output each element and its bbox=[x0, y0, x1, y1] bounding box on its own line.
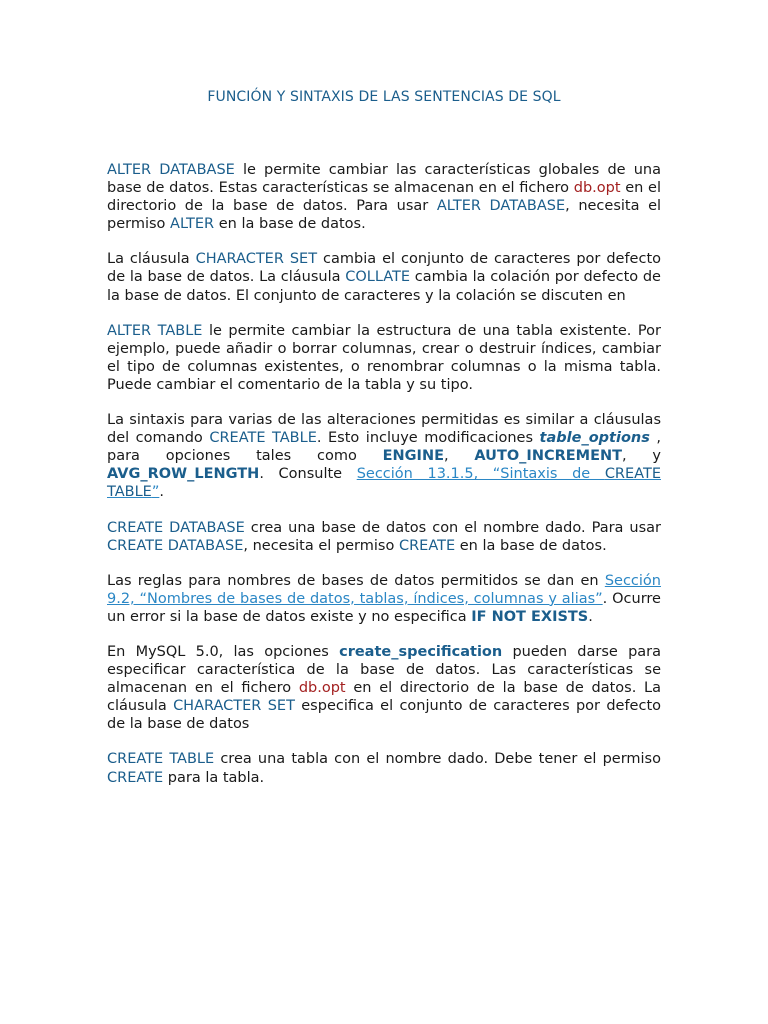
text: , necesita el permiso bbox=[243, 537, 399, 554]
filename-db-opt: db.opt bbox=[573, 180, 621, 197]
text: , necesita el permiso bbox=[107, 198, 662, 233]
text: le permite cambiar las características globales de una base de datos. Estas características se almacenan en el fichero bbox=[107, 162, 661, 197]
paragraph-alter-table bbox=[107, 322, 661, 394]
keyword-create-specification: create_specification bbox=[339, 643, 503, 660]
paragraph-create-database bbox=[107, 519, 661, 555]
text: La cláusula bbox=[107, 251, 196, 268]
paragraph-create-table bbox=[107, 750, 661, 786]
text: , para opciones tales como bbox=[107, 430, 661, 465]
paragraph-character-set bbox=[107, 250, 661, 304]
keyword-collate: COLLATE bbox=[345, 269, 411, 286]
text: , bbox=[444, 448, 475, 465]
paragraph-mysql-opciones bbox=[107, 643, 661, 733]
keyword-create-table: CREATE TABLE bbox=[107, 751, 215, 768]
text: . Esto incluye modificaciones bbox=[316, 430, 540, 447]
text: pueden darse para especificar característica de la base de datos. Las características se almacenan en el fichero bbox=[107, 643, 662, 697]
link-text[interactable]: ” bbox=[151, 484, 160, 501]
text: en el directorio de la base de datos. La cláusula bbox=[107, 680, 661, 715]
link-keyword-create-table[interactable]: CREATE TABLE bbox=[107, 466, 661, 501]
keyword-character-set: CHARACTER SET bbox=[173, 698, 295, 715]
keyword-alter-table: ALTER TABLE bbox=[107, 322, 203, 339]
keyword-alter-database: ALTER DATABASE bbox=[107, 162, 235, 178]
keyword-if-not-exists: IF NOT EXISTS bbox=[471, 608, 589, 625]
text: . bbox=[159, 484, 164, 501]
document-title: FUNCIÓN Y SINTAXIS DE LAS SENTENCIAS DE SQL bbox=[207, 89, 561, 105]
keyword-create: CREATE bbox=[107, 769, 164, 786]
filename-db-opt: db.opt bbox=[298, 680, 346, 697]
keyword-avg-row-length: AVG_ROW_LENGTH bbox=[107, 466, 260, 483]
paragraph-alter-database bbox=[107, 161, 661, 233]
text: especifica el conjunto de caracteres por defecto de la base de datos bbox=[107, 698, 662, 733]
keyword-engine: ENGINE bbox=[382, 448, 444, 465]
text: le permite cambiar la estructura de una tabla existente. Por ejemplo, puede añadir o borrar columnas, crear o destruir índices, cambiar el tipo de columnas existentes, o renombrar columnas o la misma tabla. Puede cambiar el comentario de la tabla y su tipo. bbox=[107, 322, 661, 393]
keyword-table-options: table_options bbox=[539, 430, 650, 447]
keyword-alter: ALTER bbox=[170, 216, 215, 233]
keyword-create: CREATE bbox=[398, 537, 456, 554]
keyword-create-database: CREATE DATABASE bbox=[107, 519, 245, 536]
text: para la tabla. bbox=[163, 769, 265, 786]
text: En MySQL 5.0, las opciones bbox=[107, 643, 340, 660]
keyword-auto-increment: AUTO_INCREMENT bbox=[474, 448, 623, 465]
text: cambia el conjunto de caracteres por defecto de la base de datos. La cláusula bbox=[107, 251, 662, 286]
document-body bbox=[107, 161, 661, 804]
link-seccion-9-2[interactable]: Sección 9.2, “Nombres de bases de datos, tablas, índices, columnas y alias” bbox=[107, 572, 661, 607]
text: La sintaxis para varias de las alteraciones permitidas es similar a cláusulas del comando bbox=[107, 412, 661, 447]
keyword-create-table: CREATE TABLE bbox=[209, 430, 317, 447]
text: . Consulte bbox=[259, 466, 357, 483]
paragraph-reglas-nombres bbox=[107, 572, 661, 626]
text: crea una base de datos con el nombre dado. Para usar bbox=[244, 519, 661, 536]
text: . bbox=[588, 608, 593, 625]
text: crea una tabla con el nombre dado. Debe tener el permiso bbox=[214, 751, 661, 768]
keyword-create-database: CREATE DATABASE bbox=[107, 537, 244, 554]
text: en la base de datos. bbox=[214, 216, 366, 233]
keyword-character-set: CHARACTER SET bbox=[195, 251, 318, 268]
keyword-alter-database: ALTER DATABASE bbox=[436, 198, 566, 215]
text: en el directorio de la base de datos. Para usar bbox=[107, 180, 661, 215]
link-text[interactable]: Sección 13.1.5, “Sintaxis de bbox=[356, 466, 605, 483]
text: . Ocurre un error si la base de datos existe y no especifica bbox=[107, 590, 661, 625]
text: cambia la colación por defecto de la base de datos. El conjunto de caracteres y la colación se discuten en bbox=[107, 269, 661, 304]
paragraph-sintaxis bbox=[107, 411, 661, 501]
text: en la base de datos. bbox=[455, 537, 607, 554]
text: , y bbox=[622, 448, 662, 465]
text: Las reglas para nombres de bases de datos permitidos se dan en bbox=[107, 572, 605, 589]
